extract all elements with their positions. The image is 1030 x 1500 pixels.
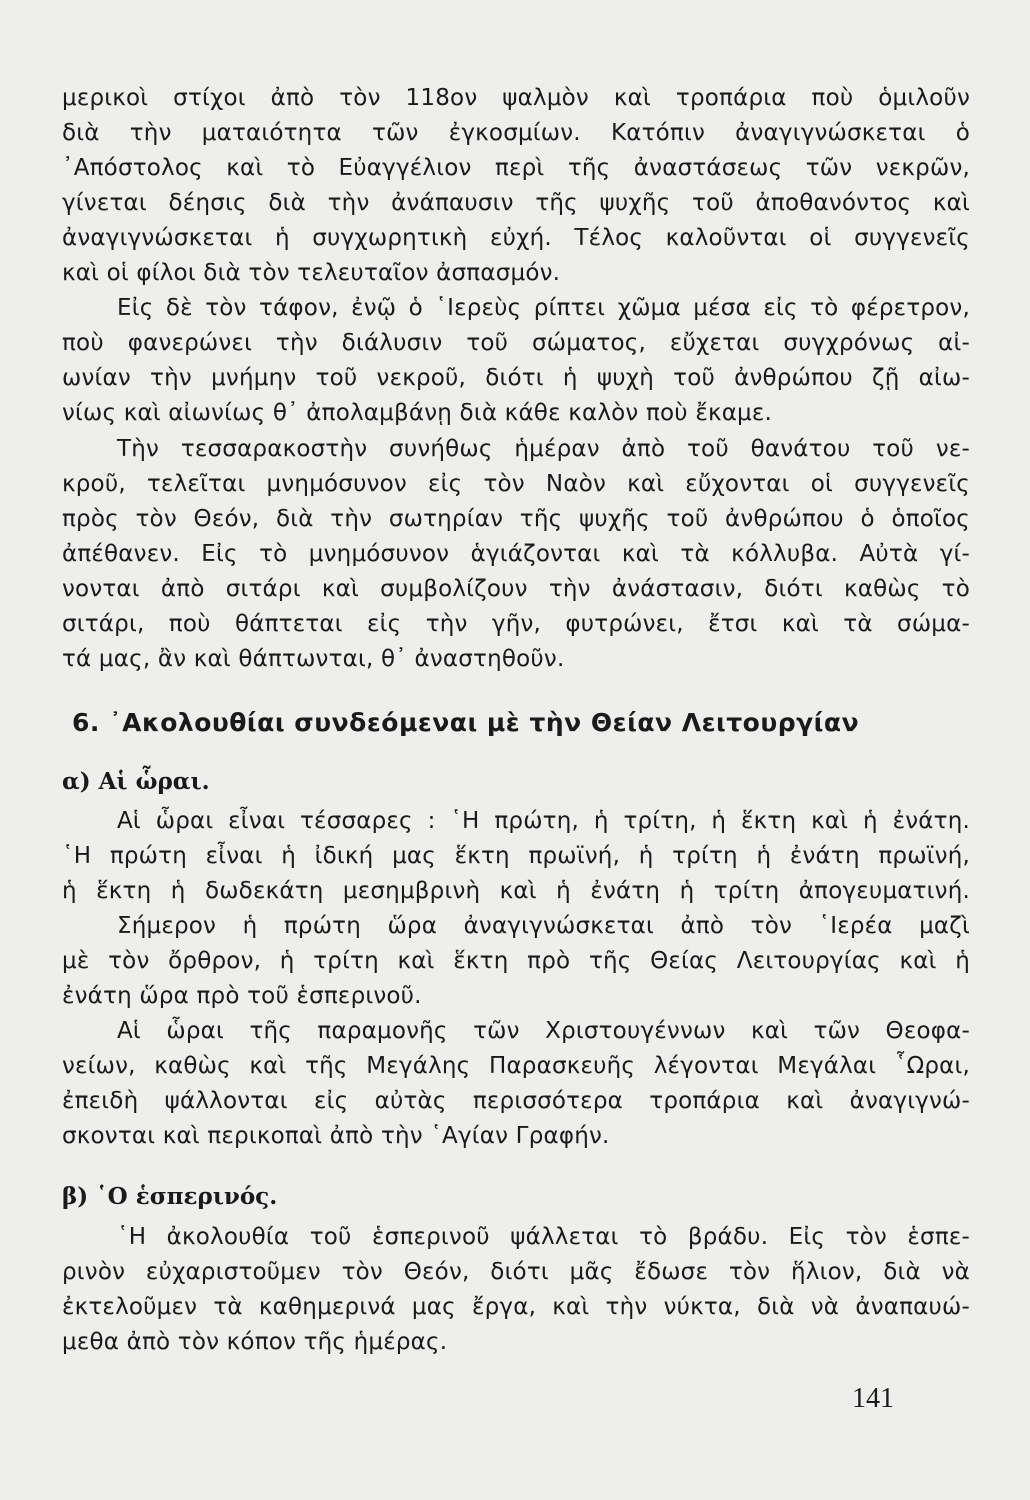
text-line: ωνίαν τὴν μνήμην τοῦ νεκροῦ, διότι ἡ ψυχὴ τοῦ ἀνθρώπου ζῇ αἰω- bbox=[62, 365, 970, 391]
text-line: νίως καὶ αἰωνίως θ᾿ ἀπολαμβάνῃ διὰ κάθε καλὸν ποὺ ἔκαμε. bbox=[62, 400, 773, 426]
text-line: ποὺ φανερώνει τὴν διάλυσιν τοῦ σώματος, εὔχεται συγχρόνως αἰ- bbox=[62, 330, 970, 356]
text-line: ἐκτελοῦμεν τὰ καθημερινά μας ἔργα, καὶ τὴν νύκτα, διὰ νὰ ἀναπαυώ- bbox=[62, 1294, 970, 1320]
text-line: Εἰς δὲ τὸν τάφον, ἐνῷ ὁ ῾Ιερεὺς ρίπτει χῶμα μέσα εἰς τὸ φέρετρον, bbox=[117, 295, 970, 321]
text-line: Τὴν τεσσαρακοστὴν συνήθως ἡμέραν ἀπὸ τοῦ θανάτου τοῦ νε- bbox=[117, 436, 970, 462]
text-line: νείων, καθὼς καὶ τῆς Μεγάλης Παρασκευῆς λέγονται Μεγάλαι ῟Ωραι, bbox=[62, 1053, 970, 1079]
subheading-hours: α) Αἱ ὧραι. bbox=[62, 768, 210, 795]
text-line: μερικοὶ στίχοι ἀπὸ τὸν 118ον ψαλμὸν καὶ τροπάρια ποὺ ὁμιλοῦν bbox=[62, 85, 970, 111]
text-line: διὰ τὴν ματαιότητα τῶν ἐγκοσμίων. Κατόπιν ἀναγιγνώσκεται ὁ bbox=[62, 120, 970, 146]
text-line: ῾Η ἀκολουθία τοῦ ἑσπερινοῦ ψάλλεται τὸ βράδυ. Εἰς τὸν ἑσπε- bbox=[117, 1224, 970, 1250]
text-line: ρινὸν εὐχαριστοῦμεν τὸν Θεόν, διότι μᾶς ἔδωσε τὸν ἥλιον, διὰ νὰ bbox=[62, 1259, 970, 1285]
text-line: ἡ ἕκτη ἡ δωδεκάτη μεσημβρινὴ καὶ ἡ ἐνάτη ἡ τρίτη ἀπογευματινή. bbox=[62, 878, 970, 904]
text-line: σιτάρι, ποὺ θάπτεται εἰς τὴν γῆν, φυτρώνει, ἔτσι καὶ τὰ σώμα- bbox=[62, 611, 970, 637]
page-number: 141 bbox=[852, 1383, 894, 1414]
text-line: τά μας, ἂν καὶ θάπτωνται, θ᾿ ἀναστηθοῦν. bbox=[62, 646, 565, 672]
text-line: ἀπέθανεν. Εἰς τὸ μνημόσυνον ἁγιάζονται καὶ τὰ κόλλυβα. Αὐτὰ γί- bbox=[62, 541, 970, 567]
text-line: νονται ἀπὸ σιτάρι καὶ συμβολίζουν τὴν ἀνάστασιν, διότι καθὼς τὸ bbox=[62, 576, 970, 602]
text-line: Αἱ ὧραι τῆς παραμονῆς τῶν Χριστουγέννων καὶ τῶν Θεοφα- bbox=[117, 1018, 970, 1044]
text-line: Αἱ ὧραι εἶναι τέσσαρες : ῾Η πρώτη, ἡ τρίτη, ἡ ἕκτη καὶ ἡ ἐνάτη. bbox=[117, 808, 970, 834]
text-line: γίνεται δέησις διὰ τὴν ἀνάπαυσιν τῆς ψυχῆς τοῦ ἀποθανόντος καὶ bbox=[62, 190, 970, 216]
text-line: μὲ τὸν ὄρθρον, ἡ τρίτη καὶ ἕκτη πρὸ τῆς Θείας Λειτουργίας καὶ ἡ bbox=[62, 948, 970, 974]
text-line: ᾿Απόστολος καὶ τὸ Εὐαγγέλιον περὶ τῆς ἀναστάσεως τῶν νεκρῶν, bbox=[62, 155, 970, 181]
text-line: ἐνάτη ὥρα πρὸ τοῦ ἑσπερινοῦ. bbox=[62, 983, 422, 1009]
section-heading: 6. ᾿Ακολουθίαι συνδεόμεναι μὲ τὴν Θείαν Λειτουργίαν bbox=[72, 708, 860, 737]
text-line: ἀναγιγνώσκεται ἡ συγχωρητικὴ εὐχή. Τέλος καλοῦνται οἱ συγγενεῖς bbox=[62, 225, 970, 251]
text-line: πρὸς τὸν Θεόν, διὰ τὴν σωτηρίαν τῆς ψυχῆς τοῦ ἀνθρώπου ὁ ὁποῖος bbox=[62, 506, 970, 532]
text-line: κροῦ, τελεῖται μνημόσυνον εἰς τὸν Ναὸν καὶ εὔχονται οἱ συγγενεῖς bbox=[62, 471, 970, 497]
text-line: Σήμερον ἡ πρώτη ὥρα ἀναγιγνώσκεται ἀπὸ τὸν ῾Ιερέα μαζὶ bbox=[117, 913, 970, 939]
text-line: ἐπειδὴ ψάλλονται εἰς αὐτὰς περισσότερα τροπάρια καὶ ἀναγιγνώ- bbox=[62, 1088, 970, 1114]
text-line: μεθα ἀπὸ τὸν κόπον τῆς ἡμέρας. bbox=[62, 1329, 448, 1355]
subheading-vespers: β) ῾Ο ἑσπερινός. bbox=[62, 1183, 278, 1210]
text-line: καὶ οἱ φίλοι διὰ τὸν τελευταῖον ἀσπασμόν. bbox=[62, 260, 561, 286]
text-line: ῾Η πρώτη εἶναι ἡ ἰδική μας ἕκτη πρωϊνή, ἡ τρίτη ἡ ἐνάτη πρωϊνή, bbox=[62, 843, 970, 869]
text-line: σκονται καὶ περικοπαὶ ἀπὸ τὴν ῾Αγίαν Γραφήν. bbox=[62, 1123, 610, 1149]
